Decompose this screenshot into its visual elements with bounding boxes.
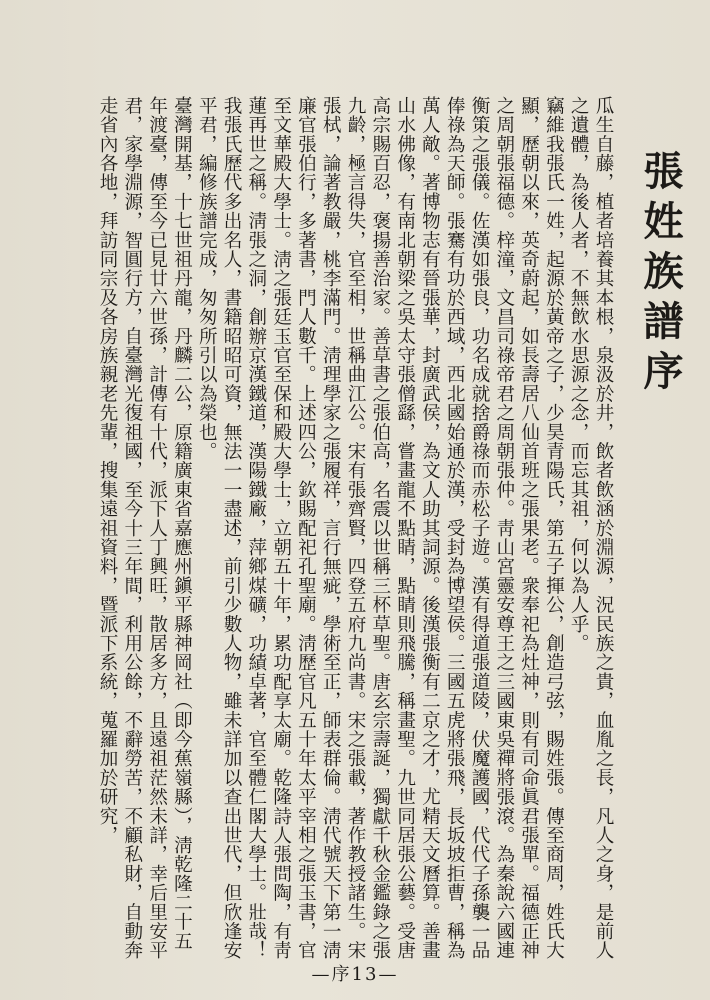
document-title: 張姓族譜序	[637, 150, 684, 400]
preface-body-text: 瓜生自藤，植者培養其本根，泉汲於井，飲者飲涵於淵源，況民族之貴，血胤之長，凡人之身，是前人之遺體，為後人者，不無飲水思源之念，而忘其祖，何以為人乎。 竊維我張氏一姓，起源於黃帝之子，少昊青陽氏，第五子揮公，創造弓弦，賜姓張。傳至商周，姓氏大顯，歷朝以來，英奇蔚起，如長壽居八仙首班之張果老。衆奉祀為灶神，則有司命眞君張單。福德正神之周朝張福德。梓潼，文昌司祿帝君之周朝張仲。靑山宮靈安尊王之三國東吳禪將張滾。為秦說六國連衡策之張儀。佐漢如張良，功名成就捨爵祿而赤松子遊。漢有得道張道陵，伏魔護國，代代子孫襲一品俸祿為天師。張騫有功於西域，西北國始通於漢，受封為博望侯。三國五虎將張飛，長坂坡拒曹，稱為萬人敵。著博物志有晉張華，封廣武侯，為文人助其詞源。後漢張衡有二京之才，尤精天文曆算。善畫山水佛像，有南北朝梁之吳太守張僧繇，嘗畫龍不點睛，點睛則飛騰，稱畫聖。九世同居張公藝。受唐高宗賜百忍，褒揚善治家。善草書之張伯高，名震以世稱三杯草聖。唐玄宗壽誕，獨獻千秋金鑑錄之張九齡，極言得失，官至相，世稱曲江公。宋有張齊賢，四登五府九尚書。宋之張載，著作教授諸生。宋張栻，論著教嚴，桃李滿門。淸理學家之張履祥，言行無疵，學術至正，師表群倫。淸代號天下第一淸廉官張伯行，多著書，門人數千。上述四公，欽賜配祀孔聖廟。淸歷官凡五十年太平宰相之張玉書，官至文華殿大學士。淸之張廷玉官至保和殿大學士，立朝五十年，累功配享太廟。乾隆詩人張問陶，有靑蓮再世之稱。淸張之洞，創辦京漢鐵道，漢陽鐵廠，萍鄉煤礦，功績卓著，官至體仁閣大學士。壯哉！我張氏歷代多出名人，書籍昭昭可資，無法一一盡述，前引少數人物，雖未詳加以查出世代，但欣逢安平君，編修族譜完成，匆匆所引以為榮也。 臺灣開基，十七世祖丹龍，丹麟二公，原籍廣東省嘉應州鎭平縣神岡社（即今蕉嶺縣），淸乾隆二十五年渡臺，傳至今已見廿六世孫，計傳有十代，派下人丁興旺，散居多方，且遠祖茫然未詳，幸后里安平君，家學淵源，智圓行方，自臺灣光復祖國，至今十三年間，利用公餘，不辭勞苦，不顧私財，自動奔走省內各地，拜訪同宗及各房族親老先輩，搜集遠祖資料，暨派下系統，蒐羅加於研究，	[97, 96, 614, 960]
page-number: —序13—	[311, 964, 399, 985]
